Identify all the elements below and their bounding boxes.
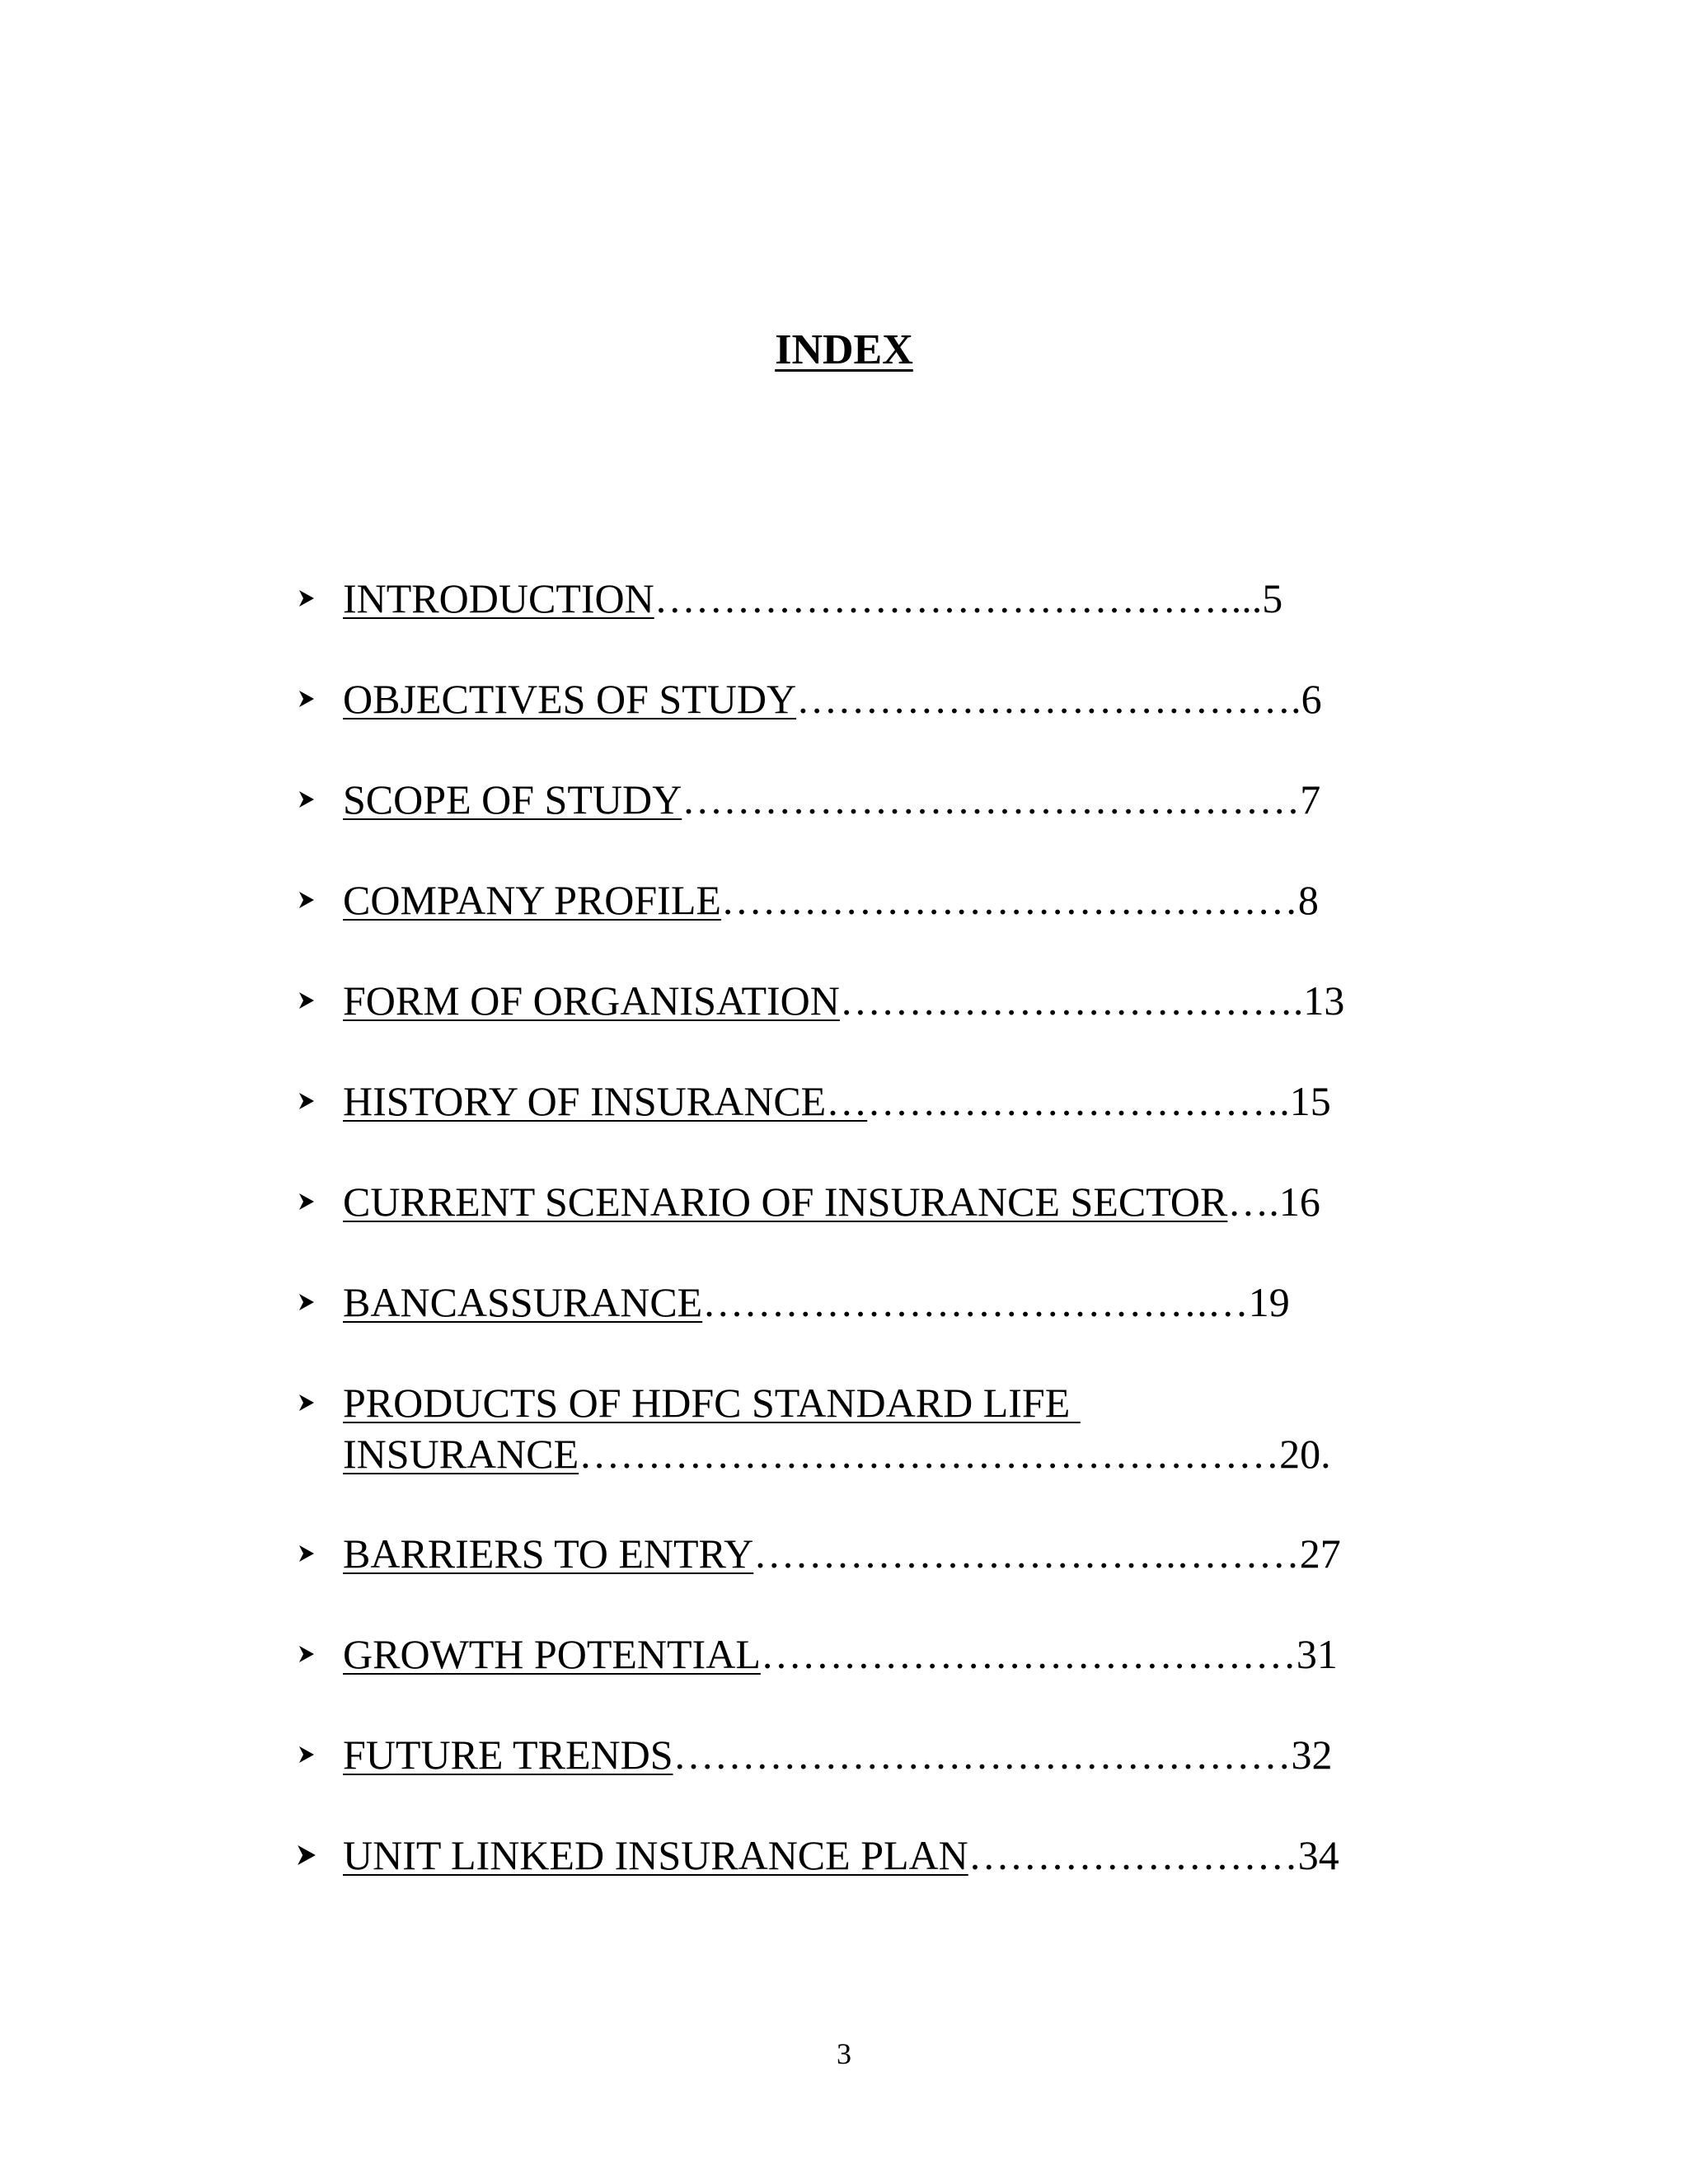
toc-page: 27 bbox=[1299, 1530, 1341, 1577]
toc-label-continued[interactable]: INSURANCE bbox=[343, 1431, 579, 1477]
page-number: 3 bbox=[837, 2037, 851, 2070]
toc-leader: ……………………………….… bbox=[702, 1279, 1249, 1325]
arrow-bullet-icon bbox=[297, 1528, 316, 1579]
toc-page: 34 bbox=[1297, 1832, 1339, 1878]
arrow-bullet-icon bbox=[297, 1830, 316, 1881]
toc-leader: …………………… bbox=[968, 1832, 1298, 1878]
arrow-bullet-icon bbox=[297, 975, 316, 1026]
toc-label[interactable]: COMPANY PROFILE bbox=[343, 877, 721, 923]
toc-label[interactable]: FUTURE TRENDS bbox=[343, 1732, 673, 1778]
arrow-bullet-icon bbox=[297, 874, 316, 926]
toc-label[interactable]: SCOPE OF STUDY bbox=[343, 776, 682, 823]
toc-label[interactable]: CURRENT SCENARIO OF INSURANCE SECTOR bbox=[343, 1179, 1228, 1225]
arrow-bullet-icon bbox=[297, 774, 316, 825]
toc-page: 31 bbox=[1296, 1631, 1338, 1677]
toc-label[interactable]: INTRODUCTION bbox=[343, 575, 654, 621]
toc-leader: ………………………………… bbox=[760, 1631, 1296, 1677]
toc-page: 7 bbox=[1300, 776, 1321, 823]
toc-page: 20. bbox=[1279, 1431, 1331, 1477]
toc-label[interactable]: BARRIERS TO ENTRY bbox=[343, 1530, 754, 1577]
toc-page: 5 bbox=[1262, 575, 1283, 621]
toc-page: 6 bbox=[1301, 676, 1322, 722]
toc-label[interactable]: GROWTH POTENTIAL bbox=[343, 1631, 761, 1677]
arrow-bullet-icon bbox=[297, 573, 316, 624]
arrow-bullet-icon bbox=[297, 1076, 316, 1127]
toc-page: 8 bbox=[1297, 877, 1319, 923]
toc-leader: …………………………………………… bbox=[579, 1431, 1280, 1477]
toc-label[interactable]: HISTORY OF INSURANCE… bbox=[343, 1078, 868, 1124]
toc-leader: ………………………………. bbox=[796, 676, 1301, 722]
toc-leader: …………………………. bbox=[867, 1078, 1290, 1124]
toc-leader: ………………………….……… bbox=[753, 1530, 1300, 1577]
index-heading: INDEX bbox=[775, 326, 913, 373]
arrow-bullet-icon bbox=[297, 1176, 316, 1227]
arrow-bullet-icon bbox=[297, 1729, 316, 1780]
toc-label[interactable]: OBJECTIVES OF STUDY bbox=[343, 676, 797, 722]
toc-label[interactable]: FORM OF ORGANISATION bbox=[343, 977, 840, 1024]
toc-label[interactable]: PRODUCTS OF HDFC STANDARD LIFE bbox=[343, 1380, 1081, 1426]
toc-page: 16 bbox=[1278, 1179, 1320, 1225]
toc-label[interactable]: BANCASSURANCE bbox=[343, 1279, 703, 1325]
toc-leader: ……………………………………... bbox=[654, 575, 1263, 621]
toc-page: 13 bbox=[1303, 977, 1345, 1024]
toc-leader: …. bbox=[1227, 1179, 1279, 1225]
arrow-bullet-icon bbox=[297, 1629, 316, 1680]
arrow-bullet-icon bbox=[297, 673, 316, 724]
toc-leader: ……………………………. bbox=[839, 977, 1304, 1024]
toc-leader: …………………………………… bbox=[720, 877, 1298, 923]
toc-label[interactable]: UNIT LINKED INSURANCE PLAN bbox=[343, 1832, 968, 1878]
toc-leader: ……………………………………… bbox=[673, 1732, 1292, 1778]
toc-page: 19 bbox=[1248, 1279, 1290, 1325]
toc-leader: ……………………………………… bbox=[682, 776, 1301, 823]
arrow-bullet-icon bbox=[297, 1377, 316, 1428]
page-title bbox=[0, 321, 1688, 379]
arrow-bullet-icon bbox=[297, 1277, 316, 1328]
toc-page: 15 bbox=[1289, 1078, 1331, 1124]
toc-page: 32 bbox=[1291, 1732, 1333, 1778]
